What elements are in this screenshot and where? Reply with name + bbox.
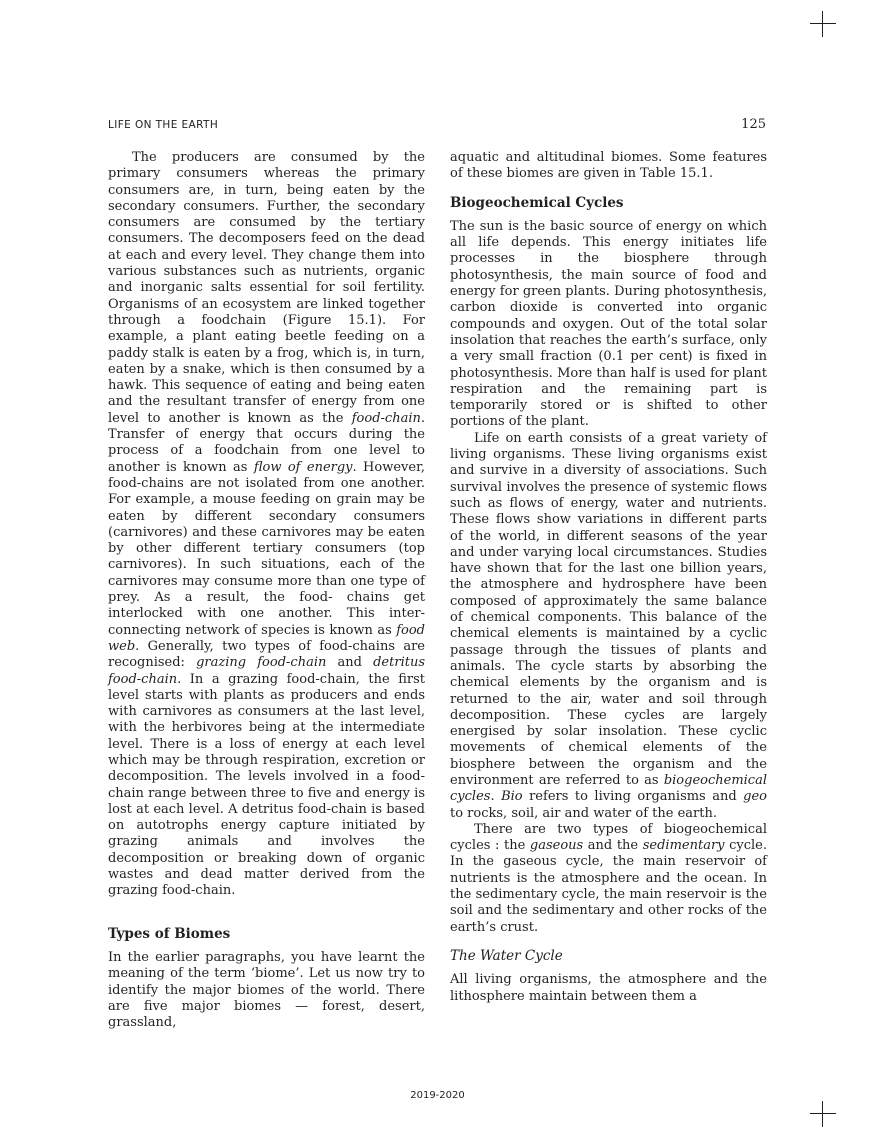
- paragraph-water-cycle-intro: All living organisms, the atmosphere and the lithosphere maintain between them a: [450, 972, 767, 1004]
- paragraph-sun-energy: The sun is the basic source of energy on which all life depends. This energy initiates life processes in the biosphere through photosynthesis, the main source of food and energy for green plants. During photosynthesis, carbon dioxide is converted into organic compounds and oxygen. Out of the total solar insolation that reaches the earth’s surface, only a very small fraction (0.1 per cent) is fixed in photosynthesis. More than half is used for plant respiration and the remaining part is temporarily stored or is shifted to other portions of the plant.: [450, 218, 767, 430]
- footer-year: 2019-2020: [410, 1090, 465, 1101]
- paragraph-biomes-intro: In the earlier paragraphs, you have learnt the meaning of the term ‘biome’. Let us now try to identify the major biomes of the world. There are five major biomes — forest, desert, grassland,: [108, 949, 425, 1031]
- paragraph-biomes-continued: aquatic and altitudinal biomes. Some features of these biomes are given in Table 15.1.: [450, 150, 767, 182]
- heading-types-of-biomes: Types of Biomes: [108, 925, 231, 942]
- heading-water-cycle: The Water Cycle: [450, 947, 563, 964]
- left-column: [108, 150, 425, 1031]
- paragraph-cycle-types: There are two types of biogeochemical cycles : the gaseous and the sedimentary cycle. In the gaseous cycle, the main reservoir of nutrients is the atmosphere and the ocean. In the sedimentary cycle, the main reservoir is the soil and the sedimentary and other rocks of the earth’s crust.: [450, 821, 767, 935]
- running-header-title: LIFE ON THE EARTH: [108, 119, 219, 131]
- crop-mark-bottom-right: [810, 1101, 836, 1127]
- page-number: 125: [741, 117, 766, 132]
- paragraph-life-on-earth: Life on earth consists of a great variety of living organisms. These living organisms exist and survive in a diversity of associations. Such survival involves the presence of systemic flows such as flows of energy, water and nutrients. These flows show variations in different parts of the world, in different seasons of the year and under varying local circumstances. Studies have shown that for the last one billion years, the atmosphere and hydrosphere have been composed of approximately the same balance of chemical components. This balance of the chemical elements is maintained by a cyclic passage through the tissues of plants and animals. The cycle starts by absorbing the chemical elements by the organism and is returned to the air, water and soil through decomposition. These cycles are largely energised by solar insolation. These cyclic movements of chemical elements of the biosphere between the organism and the environment are referred to as biogeochemical cycles. Bio refers to living organisms and geo to rocks, soil, air and water of the earth.: [450, 430, 767, 821]
- right-column: [450, 150, 767, 1005]
- crop-mark-top-right: [810, 11, 836, 37]
- heading-biogeochemical-cycles: Biogeochemical Cycles: [450, 194, 624, 211]
- paragraph-food-chain: The producers are consumed by the primary consumers whereas the primary consumers are, in turn, being eaten by the secondary consumers. Further, the secondary consumers are consumed by the tertiary consumers. The decomposers feed on the dead at each and every level. They change them into various substances such as nutrients, organic and inorganic salts essential for soil fertility. Organisms of an ecosystem are linked together through a foodchain (Figure 15.1). For example, a plant eating beetle feeding on a paddy stalk is eaten by a frog, which is, in turn, eaten by a snake, which is then consumed by a hawk. This sequence of eating and being eaten and the resultant transfer of energy from one level to another is known as the food-chain. Transfer of energy that occurs during the process of a foodchain from one level to another is known as flow of energy. However, food-chains are not isolated from one another. For example, a mouse feeding on grain may be eaten by different secondary consumers (carnivores) and these carnivores may be eaten by other different tertiary consumers (top carnivores). In such situations, each of the carnivores may consume more than one type of prey. As a result, the food- chains get interlocked with one another. This inter-connecting network of species is known as food web. Generally, two types of food-chains are recognised: grazing food-chain and detritus food-chain. In a grazing food-chain, the first level starts with plants as producers and ends with carnivores as consumers at the last level, with the herbivores being at the intermediate level. There is a loss of energy at each level which may be through respiration, excretion or decomposition. The levels involved in a food-chain range between three to five and energy is lost at each level. A detritus food-chain is based on autotrophs energy capture initiated by grazing animals and involves the decomposition or breaking down of organic wastes and dead matter derived from the grazing food-chain.: [108, 150, 425, 899]
